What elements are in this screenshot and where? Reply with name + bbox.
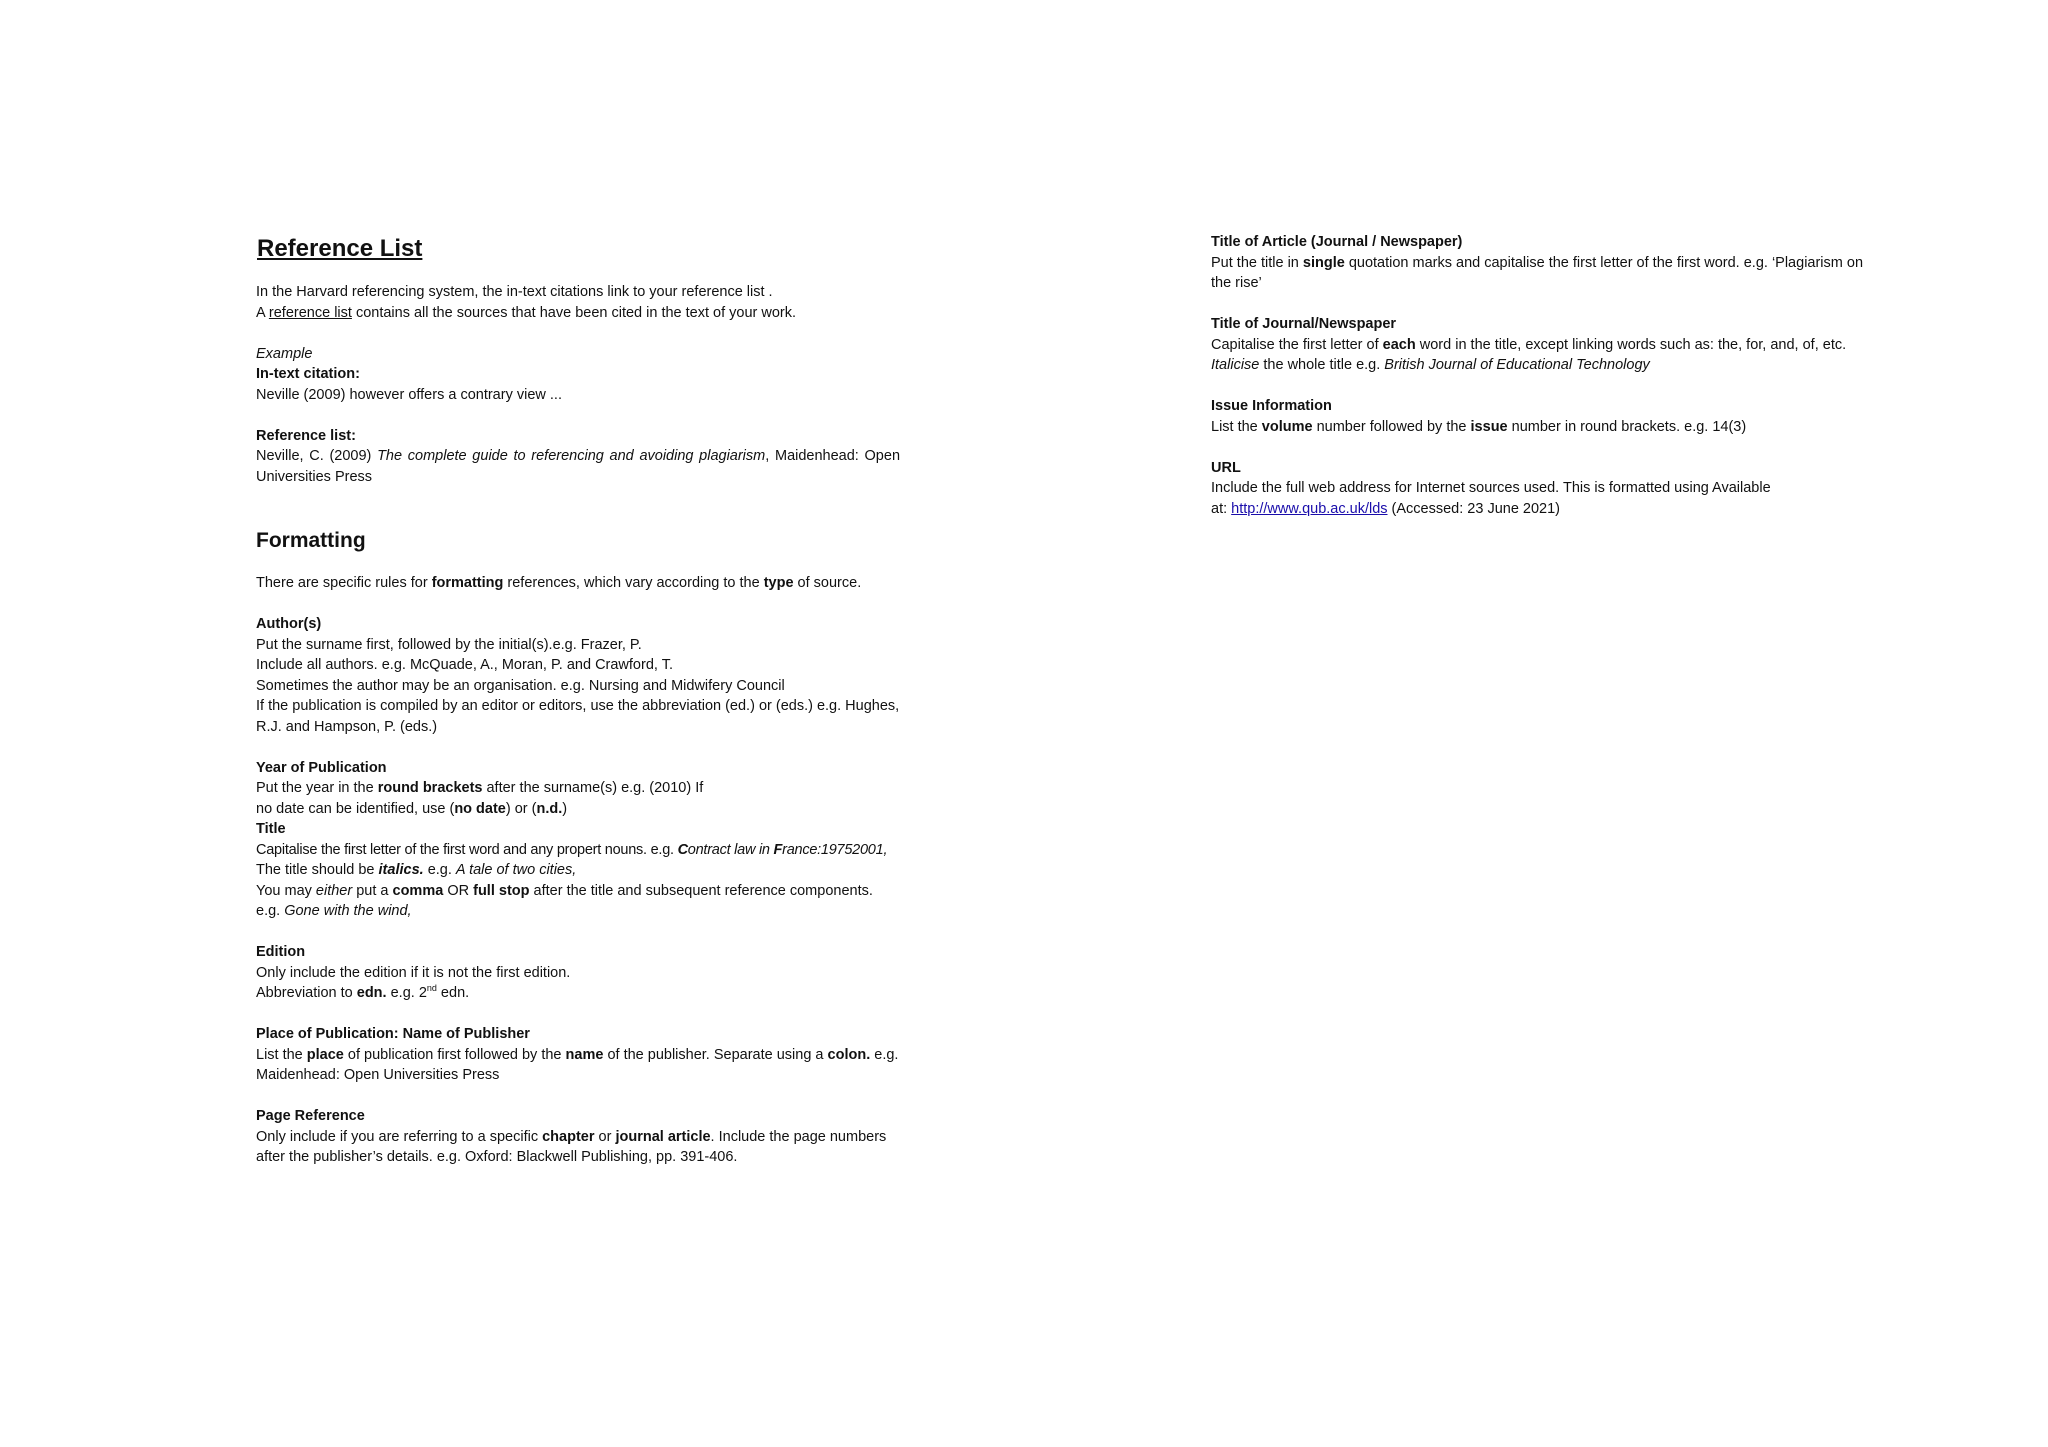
italic-text: A tale of two cities, — [455, 862, 577, 878]
text: after the surname(s) e.g. (2010) If — [482, 780, 704, 796]
page-reference-line — [256, 1127, 900, 1168]
bold-text: journal article — [615, 1128, 711, 1145]
text: number in round brackets. e.g. 14(3) — [1507, 418, 1747, 435]
bold-text: name — [565, 1046, 604, 1063]
bold-text: comma — [392, 882, 444, 899]
bold-text: no date — [454, 800, 506, 817]
article-title-line — [1211, 253, 1867, 294]
text: Only include if you are referring to a specific — [256, 1128, 543, 1145]
year-line-1 — [256, 778, 900, 799]
text: You may — [256, 882, 316, 899]
reference-list-title: Reference List — [257, 235, 423, 262]
text: Capitalise the first letter of — [1211, 336, 1383, 353]
text: at: — [1211, 500, 1232, 517]
formatting-intro — [256, 573, 900, 594]
edition-heading: Edition — [256, 944, 306, 960]
example-label: Example — [256, 345, 313, 362]
article-title-heading: Title of Article (Journal / Newspaper) — [1211, 234, 1463, 250]
edition-line-2 — [256, 983, 900, 1004]
bold-italic-text: F — [773, 841, 783, 858]
bold-text: chapter — [542, 1128, 595, 1145]
text: List the — [256, 1046, 307, 1063]
title-rules-heading: Title — [256, 821, 286, 837]
text: . Include the page numbers after the publisher’s details. e.g. Oxford: Blackwell Publishing, pp. 391-406. — [256, 1128, 887, 1165]
qub-lds-link[interactable]: http://www.qub.ac.uk/lds — [1231, 500, 1388, 517]
year-heading: Year of Publication — [256, 759, 387, 776]
reference-example — [256, 446, 900, 487]
reference-list-heading: Reference list: — [256, 427, 356, 444]
bold-text: edn. — [356, 985, 387, 1001]
intro-line-1: In the Harvard referencing system, the in-text citations link to your reference list . — [256, 284, 773, 300]
intext-citation-heading: In-text citation: — [256, 366, 360, 382]
text: The title should be — [256, 862, 379, 878]
intext-citation-example: Neville (2009) however offers a contrary view ... — [256, 386, 562, 403]
text: of source. — [793, 575, 862, 591]
bold-text: full stop — [473, 882, 530, 899]
authors-line-3: Sometimes the author may be an organisation. e.g. Nursing and Midwifery Council — [256, 677, 785, 694]
bold-text: issue — [1470, 418, 1508, 435]
text: no date can be identified, use ( — [256, 800, 455, 817]
text: the whole title e.g. — [1259, 357, 1385, 373]
italic-text: either — [315, 882, 353, 899]
text: edn. — [436, 985, 470, 1001]
url-line-1: Include the full web address for Internet sources used. This is formatted using Available — [1211, 480, 1771, 496]
text: ) — [562, 800, 568, 817]
intro-text: contains all the sources that have been cited in the text of your work. — [351, 304, 797, 321]
journal-title-line-2 — [1211, 355, 1867, 376]
reference-title: The complete guide to referencing and avoiding plagiarism — [377, 448, 766, 464]
text: List the — [1211, 418, 1262, 435]
bold-text: colon. — [827, 1046, 871, 1063]
url-heading: URL — [1211, 459, 1241, 476]
bold-italic-text: italics. — [378, 862, 424, 878]
bold-text: each — [1382, 336, 1416, 353]
text: (Accessed: 23 June 2021) — [1387, 500, 1561, 517]
italic-text: ontract law in — [687, 841, 774, 858]
title-rules-line-1 — [256, 840, 900, 861]
place-heading: Place of Publication: Name of Publisher — [256, 1026, 530, 1042]
text: ) or ( — [505, 800, 537, 817]
text: e.g. Maidenhead: Open Universities Press — [256, 1046, 899, 1083]
authors-line-2: Include all authors. e.g. McQuade, A., Moran, P. and Crawford, T. — [256, 657, 673, 673]
authors-heading: Author(s) — [256, 616, 322, 632]
bold-italic-text: C — [677, 841, 688, 858]
text: put a — [352, 882, 393, 899]
superscript: nd — [426, 983, 437, 994]
italic-text: rance:19752001, — [782, 841, 888, 858]
text: word in the title, except linking words such as: the, for, and, of, etc. — [1415, 336, 1847, 353]
reference-author: Neville, C. (2009) — [256, 448, 378, 464]
bold-text: volume — [1261, 418, 1313, 435]
text: of publication first followed by the — [343, 1046, 566, 1063]
intro-text: A — [256, 304, 269, 321]
text: Abbreviation to — [256, 985, 357, 1001]
text: Capitalise the first letter of the first word and any propert nouns. e.g. — [256, 841, 678, 858]
text: There are specific rules for — [256, 575, 432, 591]
issue-line — [1211, 417, 1867, 438]
text: or — [594, 1128, 616, 1145]
authors-line-1: Put the surname first, followed by the initial(s).e.g. Frazer, P. — [256, 636, 642, 653]
text: OR — [443, 882, 474, 899]
title-rules-line-3 — [256, 881, 900, 922]
text: after the title and subsequent reference components. e.g. — [256, 882, 873, 919]
left-column — [256, 234, 900, 1168]
italic-text: Italicise — [1211, 357, 1260, 373]
page-reference-heading: Page Reference — [256, 1108, 365, 1124]
text: Put the year in the — [256, 780, 378, 796]
text: of the publisher. Separate using a — [603, 1046, 828, 1063]
bold-text: place — [306, 1046, 344, 1063]
intro-line-2 — [256, 303, 900, 324]
italic-text: British Journal of Educational Technology — [1384, 357, 1650, 373]
bold-text: n.d. — [536, 800, 563, 817]
bold-text: single — [1302, 254, 1345, 271]
bold-text: round brackets — [377, 780, 483, 796]
text: references, which vary according to the — [503, 575, 764, 591]
title-rules-line-2 — [256, 860, 900, 881]
journal-title-line-1 — [1211, 335, 1867, 356]
url-line-2 — [1211, 499, 1867, 520]
text: Put the title in — [1211, 254, 1303, 271]
journal-title-heading: Title of Journal/Newspaper — [1211, 316, 1397, 332]
text: e.g. 2 — [386, 985, 427, 1001]
year-line-2 — [256, 799, 900, 820]
edition-line-1: Only include the edition if it is not the first edition. — [256, 964, 571, 981]
issue-heading: Issue Information — [1211, 398, 1332, 414]
right-column — [1211, 232, 1867, 519]
text: number followed by the — [1312, 418, 1471, 435]
italic-text: Gone with the wind, — [284, 903, 412, 919]
text: quotation marks and capitalise the first letter of the first word. e.g. ‘Plagiarism on the rise’ — [1211, 254, 1864, 291]
bold-text: type — [763, 575, 794, 591]
reference-publisher: , Maidenhead: Open Universities Press — [256, 448, 901, 485]
authors-line-4: If the publication is compiled by an editor or editors, use the abbreviation (ed.) or (eds.) e.g. Hughes, R.J. and Hampson, P. (eds.) — [256, 698, 900, 735]
formatting-title: Formatting — [256, 529, 366, 552]
place-line — [256, 1045, 900, 1086]
bold-text: formatting — [431, 575, 504, 591]
text: e.g. — [423, 862, 456, 878]
reference-list-term: reference list — [268, 304, 352, 321]
